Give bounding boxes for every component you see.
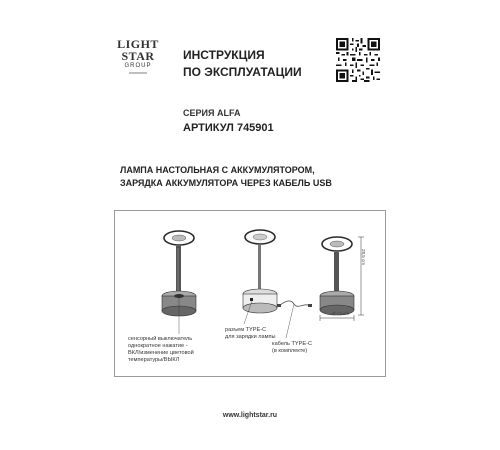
logo-line-1: LIGHT xyxy=(117,37,159,51)
title-line-1: ИНСТРУКЦИЯ xyxy=(183,48,265,62)
qr-code-icon xyxy=(336,38,380,82)
logo-underline-icon xyxy=(129,71,147,75)
series-label: СЕРИЯ ALFA xyxy=(183,108,241,118)
description-line-1: ЛАМПА НАСТОЛЬНАЯ С АККУМУЛЯТОРОМ, xyxy=(120,165,315,175)
cable-annotation: кабель TYPE-C (в комплекте) xyxy=(272,341,312,354)
lamp-2-illustration xyxy=(243,230,312,313)
article-number: АРТИКУЛ 745901 xyxy=(183,122,274,134)
height-dimension: 28,5 cm xyxy=(361,249,366,266)
page-title xyxy=(183,47,333,81)
diameter-dimension: Ø 13 cm xyxy=(332,311,350,316)
description-line-2: ЗАРЯДКА АККУМУЛЯТОРА ЧЕРЕЗ КАБЕЛЬ USB xyxy=(120,178,332,188)
lamp-3-illustration xyxy=(320,237,364,321)
product-description xyxy=(120,164,420,190)
touch-switch-annotation: сенсорный выключатель однократное нажатие - ВКЛ/изменение цветовой температуры/ВЫКЛ xyxy=(128,336,194,363)
cable-leader xyxy=(286,304,294,338)
logo-line-2: STAR xyxy=(121,49,155,63)
title-line-2: ПО ЭКСПЛУАТАЦИИ xyxy=(183,65,302,79)
logo-line-3: GROUP xyxy=(124,63,152,69)
brand-logo xyxy=(116,38,160,75)
connector-annotation: разъем TYPE-C для зарядки лампы xyxy=(225,327,276,340)
website-link[interactable]: www.lightstar.ru xyxy=(222,412,278,419)
